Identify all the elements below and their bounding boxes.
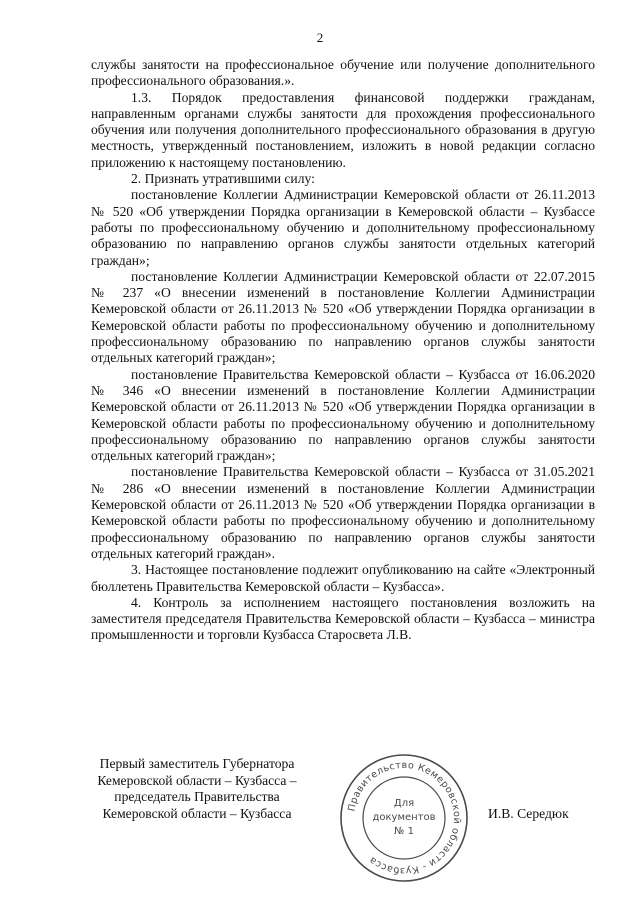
signature-block <box>0 750 640 890</box>
official-seal <box>336 750 472 886</box>
signatory-title-line: Первый заместитель Губернатора <box>99 756 295 771</box>
signatory-title-line: Кемеровской области – Кузбасса <box>102 805 292 821</box>
seal-center-line: документов <box>372 812 436 823</box>
seal-center-line: № 1 <box>394 826 414 837</box>
paragraph: постановление Правительства Кемеровской области – Кузбасса от 16.06.2020 № 346 «О внесении изменений в постановление Коллегии Администрации Кемеровской области от 26.11.2013 № 520 «Об утверждении Порядка организации в Кемеровской области работы по профессиональному обучению и дополнительному профессиональному образованию по направлению органов службы занятости отдельных категорий граждан»; <box>91 366 595 464</box>
document-body <box>91 57 595 644</box>
paragraph: постановление Правительства Кемеровской области – Кузбасса от 31.05.2021 № 286 «О внесении изменений в постановление Коллегии Администрации Кемеровской области от 26.11.2013 № 520 «Об утверждении Порядка организации в Кемеровской области работы по профессиональному обучению и дополнительному профессиональному образованию по направлению органов службы занятости отдельных категорий граждан». <box>91 464 595 561</box>
seal-ring-text: Правительство Кемеровской области - Кузбасса <box>346 759 463 877</box>
paragraph: постановление Коллегии Администрации Кемеровской области от 26.11.2013 № 520 «Об утверждении Порядка организации в Кемеровской области – Кузбассе работы по профессиональному обучению и дополнительному профессиональному образованию по направлению органов службы занятости отдельных категорий граждан»; <box>91 187 595 268</box>
seal-center-line: Для <box>393 798 415 809</box>
signatory-name: И.В. Середюк <box>488 806 569 821</box>
paragraph: 1.3. Порядок предоставления финансовой поддержки гражданам, направленным органами службы занятости для прохождения профессионального обучения или получения дополнительного профессионального образования в другую местность, утвержденный постановлением, изложить в новой редакции согласно приложению к настоящему постановлению. <box>91 89 595 170</box>
paragraph: постановление Коллегии Администрации Кемеровской области от 22.07.2015 № 237 «О внесении изменений в постановление Коллегии Администрации Кемеровской области от 26.11.2013 № 520 «Об утверждении Порядка организации в Кемеровской области работы по профессиональному обучению и дополнительному профессиональному образованию по направлению органов службы занятости отдельных категорий граждан»; <box>91 268 595 366</box>
signatory-title-line: Кемеровской области – Кузбасса – <box>97 772 297 788</box>
signatory-title <box>82 756 312 822</box>
signatory-title-line: председатель Правительства <box>114 789 280 804</box>
paragraph: 4. Контроль за исполнением настоящего постановления возложить на заместителя председателя Правительства Кемеровской области – Кузбасса – министра промышленности и торговли Кузбасса Старосвета Л.В. <box>91 594 595 643</box>
paragraph: службы занятости на профессиональное обучение или получение дополнительного профессионального образования.». <box>91 57 595 89</box>
paragraph: 2. Признать утратившими силу: <box>131 171 315 187</box>
page-number: 2 <box>316 30 324 45</box>
paragraph: 3. Настоящее постановление подлежит опубликованию на сайте «Электронный бюллетень Правительства Кемеровской области – Кузбасса». <box>91 562 595 594</box>
